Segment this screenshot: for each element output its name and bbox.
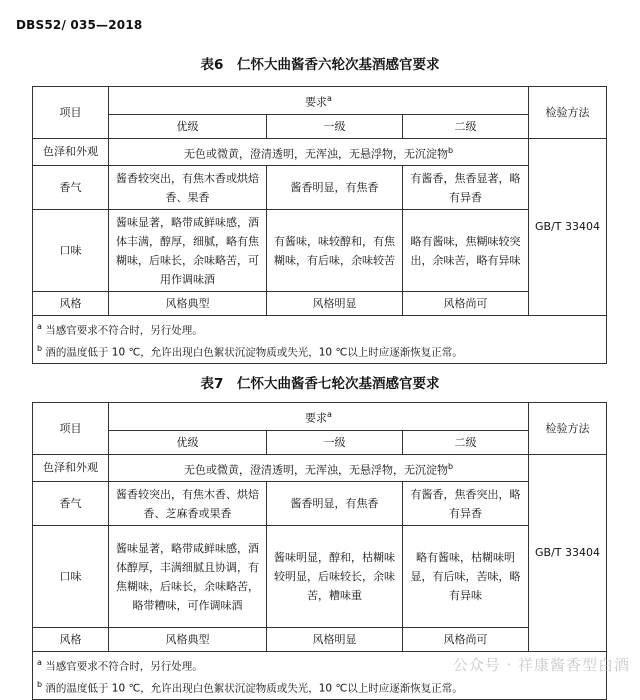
aroma-label: 香气 <box>33 482 109 526</box>
grade-first-header: 一级 <box>267 114 403 138</box>
requirement-header: 要求$^a$ <box>109 87 529 115</box>
aroma-second: 有酱香，焦香显著，略有异香 <box>403 166 529 210</box>
footnote-a: $^a$ 当感官要求不符合时，另行处理。 <box>37 658 203 673</box>
footnote-a: $^a$ 当感官要求不符合时，另行处理。 <box>37 322 203 337</box>
method-header: 检验方法 <box>529 403 607 455</box>
method-header: 检验方法 <box>529 87 607 139</box>
grade-first-header: 一级 <box>267 430 403 454</box>
aroma-first: 酱香明显，有焦香 <box>267 166 403 210</box>
color-label: 色泽和外观 <box>33 454 109 482</box>
requirement-header: 要求$^a$ <box>109 403 529 431</box>
grade-premium-header: 优级 <box>109 430 267 454</box>
style-label: 风格 <box>33 292 109 316</box>
taste-first: 酱味明显，醇和，枯糊味较明显，后味较长，余味苦，糟味重 <box>267 526 403 628</box>
color-value: 无色或微黄，澄清透明，无浑浊，无悬浮物，无沉淀物$^b$ <box>109 454 529 482</box>
taste-second: 略有酱味，焦糊味较突出，余味苦，略有异味 <box>403 210 529 292</box>
grade-second-header: 二级 <box>403 114 529 138</box>
taste-premium: 酱味显著，略带咸鲜味感，酒体丰满，醇厚，细腻，略有焦糊味，后味长，余味略苦，可用作调味酒 <box>109 210 267 292</box>
footnote-b: $^b$ 酒的温度低于 10 ℃，允许出现白色絮状沉淀物质或失光，10 ℃以上时应逐渐恢复正常。 <box>37 679 463 695</box>
style-label: 风格 <box>33 628 109 652</box>
color-value: 无色或微黄，澄清透明，无浑浊，无悬浮物，无沉淀物$^b$ <box>109 138 529 166</box>
taste-second: 略有酱味，枯糊味明显，有后味，苦味，略有异味 <box>403 526 529 628</box>
table6 <box>32 86 607 364</box>
taste-label: 口味 <box>33 526 109 628</box>
style-premium: 风格典型 <box>109 292 267 316</box>
table7-title: 表7 仁怀大曲酱香七轮次基酒感官要求 <box>200 376 440 392</box>
taste-premium: 酱味显著，略带咸鲜味感，酒体醇厚，丰满细腻且协调，有焦糊味，后味长，余味略苦，略带糟味，可作调味酒 <box>109 526 267 628</box>
watermark: 公众号 · 祥康酱香型白酒 <box>452 656 630 674</box>
aroma-second: 有酱香，焦香突出，略有异香 <box>403 482 529 526</box>
item-header: 项目 <box>33 403 109 455</box>
footnotes <box>33 316 607 364</box>
aroma-first: 酱香明显，有焦香 <box>267 482 403 526</box>
method-value: GB/T 33404 <box>529 454 607 652</box>
color-label: 色泽和外观 <box>33 138 109 166</box>
style-first: 风格明显 <box>267 628 403 652</box>
grade-second-header: 二级 <box>403 430 529 454</box>
style-first: 风格明显 <box>267 292 403 316</box>
aroma-premium: 酱香较突出，有焦木香或烘焙香、果香 <box>109 166 267 210</box>
taste-first: 有酱味，味较醇和，有焦糊味，有后味，余味较苦 <box>267 210 403 292</box>
table6-title: 表6 仁怀大曲酱香六轮次基酒感官要求 <box>200 57 440 73</box>
style-second: 风格尚可 <box>403 292 529 316</box>
aroma-premium: 酱香较突出，有焦木香、烘焙香、芝麻香或果香 <box>109 482 267 526</box>
footnote-b: $^b$ 酒的温度低于 10 ℃，允许出现白色絮状沉淀物质或失光，10 ℃以上时应逐渐恢复正常。 <box>37 343 463 359</box>
style-second: 风格尚可 <box>403 628 529 652</box>
grade-premium-header: 优级 <box>109 114 267 138</box>
style-premium: 风格典型 <box>109 628 267 652</box>
aroma-label: 香气 <box>33 166 109 210</box>
document-code: DBS52/ 035—2018 <box>16 18 143 32</box>
item-header: 项目 <box>33 87 109 139</box>
taste-label: 口味 <box>33 210 109 292</box>
method-value: GB/T 33404 <box>529 138 607 316</box>
